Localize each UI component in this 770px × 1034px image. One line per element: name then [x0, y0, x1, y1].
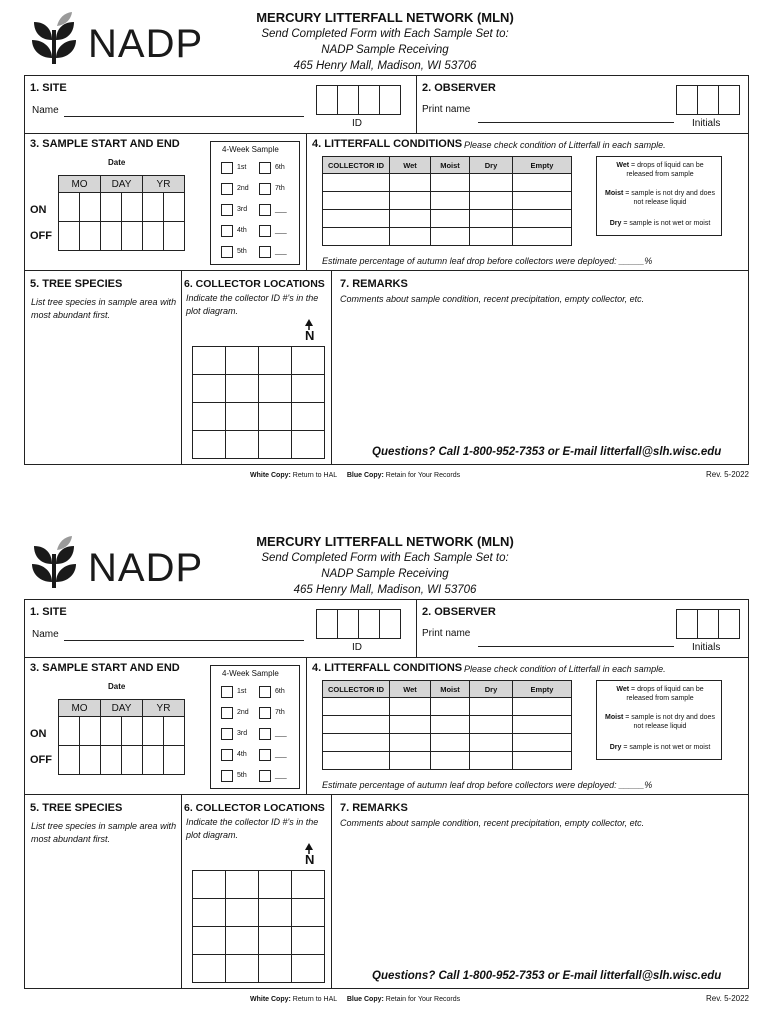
week-1-label: 1st	[237, 164, 247, 171]
week-2-checkbox[interactable]	[221, 183, 233, 195]
remarks-label: 7. REMARKS	[340, 278, 408, 290]
nadp-leaf-logo-icon	[30, 534, 78, 590]
send-instruction: Send Completed Form with Each Sample Set to:	[261, 28, 509, 40]
col-dry: Dry	[470, 157, 513, 174]
revision-label: Rev. 5-2022	[706, 470, 749, 479]
address-line: 465 Henry Mall, Madison, WI 53706	[293, 584, 477, 596]
copy-instructions: White Copy: Return to HAL Blue Copy: Retain for Your Records	[250, 472, 461, 479]
week-5-label: 5th	[237, 772, 247, 779]
week-4-label: 4th	[237, 751, 247, 758]
initials-boxes[interactable]	[676, 609, 740, 639]
species-instruction: List tree species in sample area with most abundant first.	[31, 821, 177, 844]
on-label: ON	[30, 728, 47, 740]
site-name-label: Name	[32, 629, 59, 640]
week-6-checkbox[interactable]	[259, 686, 271, 698]
off-label: OFF	[30, 230, 52, 242]
logo-text: NADP	[88, 546, 204, 590]
site-id-boxes[interactable]	[316, 609, 401, 639]
site-name-label: Name	[32, 105, 59, 116]
locations-label: 6. COLLECTOR LOCATIONS	[184, 278, 325, 290]
week-6-label: 6th	[275, 688, 285, 695]
questions-contact: Questions? Call 1-800-952-7353 or E-mail litterfall@slh.wisc.edu	[372, 446, 722, 458]
four-week-label: 4-Week Sample	[222, 669, 279, 678]
site-label: 1. SITE	[30, 82, 67, 94]
week-1-checkbox[interactable]	[221, 686, 233, 698]
col-dry: Dry	[470, 681, 513, 698]
week-2-checkbox[interactable]	[221, 707, 233, 719]
initials-label: Initials	[692, 642, 721, 653]
receiving-line: NADP Sample Receiving	[321, 44, 449, 56]
four-week-label: 4-Week Sample	[222, 145, 279, 154]
litterfall-table[interactable]	[322, 680, 572, 770]
week-extra-3-checkbox[interactable]	[259, 770, 271, 782]
week-6-checkbox[interactable]	[259, 162, 271, 174]
week-7-label: 7th	[275, 709, 285, 716]
week-extra-2-label: ___	[275, 751, 287, 758]
date-table[interactable]	[58, 699, 185, 775]
remarks-entry-area[interactable]	[336, 834, 744, 966]
col-collector-id: COLLECTOR ID	[323, 681, 390, 698]
week-1-checkbox[interactable]	[221, 162, 233, 174]
north-label: N	[305, 328, 315, 343]
col-wet: Wet	[390, 157, 431, 174]
week-5-checkbox[interactable]	[221, 246, 233, 258]
nadp-leaf-logo-icon	[30, 10, 78, 66]
mln-form-copy-2	[0, 524, 770, 1034]
col-yr: YR	[143, 700, 185, 717]
remarks-instruction: Comments about sample condition, recent precipitation, empty collector, etc.	[340, 294, 645, 304]
form-title: MERCURY LITTERFALL NETWORK (MLN)	[256, 10, 514, 25]
col-collector-id: COLLECTOR ID	[323, 157, 390, 174]
week-extra-2-label: ___	[275, 227, 287, 234]
week-extra-2-checkbox[interactable]	[259, 225, 271, 237]
remarks-label: 7. REMARKS	[340, 802, 408, 814]
litterfall-instruction: Please check condition of Litterfall in each sample.	[464, 664, 666, 674]
date-label: Date	[108, 158, 126, 167]
print-name-label: Print name	[422, 628, 471, 639]
locations-instruction: Indicate the collector ID #'s in the plot diagram.	[186, 293, 319, 316]
col-day: DAY	[101, 176, 143, 193]
species-entry-area[interactable]	[26, 854, 178, 986]
legend-wet: Wet = drops of liquid can be released from sample	[616, 686, 704, 702]
week-extra-3-label: ___	[275, 772, 287, 779]
week-2-label: 2nd	[237, 709, 249, 716]
print-name-field[interactable]	[478, 122, 674, 123]
col-moist: Moist	[431, 157, 470, 174]
week-3-checkbox[interactable]	[221, 204, 233, 216]
north-label: N	[305, 852, 315, 867]
week-extra-1-label: ___	[275, 730, 287, 737]
litterfall-instruction: Please check condition of Litterfall in each sample.	[464, 140, 666, 150]
logo-text: NADP	[88, 22, 204, 66]
sample-label: 3. SAMPLE START AND END	[30, 138, 180, 150]
remarks-entry-area[interactable]	[336, 310, 744, 442]
week-extra-3-label: ___	[275, 248, 287, 255]
revision-label: Rev. 5-2022	[706, 994, 749, 1003]
species-entry-area[interactable]	[26, 330, 178, 462]
col-empty: Empty	[513, 681, 572, 698]
week-5-label: 5th	[237, 248, 247, 255]
week-extra-3-checkbox[interactable]	[259, 246, 271, 258]
mln-form-copy-1	[0, 0, 770, 510]
week-5-checkbox[interactable]	[221, 770, 233, 782]
locations-label: 6. COLLECTOR LOCATIONS	[184, 802, 325, 814]
week-1-label: 1st	[237, 688, 247, 695]
locations-instruction: Indicate the collector ID #'s in the plot diagram.	[186, 817, 319, 840]
questions-contact: Questions? Call 1-800-952-7353 or E-mail litterfall@slh.wisc.edu	[372, 970, 722, 982]
site-id-label: ID	[352, 118, 362, 129]
observer-label: 2. OBSERVER	[422, 606, 496, 618]
week-4-checkbox[interactable]	[221, 749, 233, 761]
legend-dry: Dry = sample is not wet or moist	[609, 220, 711, 227]
site-label: 1. SITE	[30, 606, 67, 618]
litterfall-label: 4. LITTERFALL CONDITIONS	[312, 138, 463, 150]
initials-label: Initials	[692, 118, 721, 129]
week-4-checkbox[interactable]	[221, 225, 233, 237]
print-name-field[interactable]	[478, 646, 674, 647]
week-2-label: 2nd	[237, 185, 249, 192]
plot-diagram-grid[interactable]	[192, 870, 325, 983]
col-mo: MO	[59, 176, 101, 193]
remarks-instruction: Comments about sample condition, recent precipitation, empty collector, etc.	[340, 818, 645, 828]
week-extra-1-label: ___	[275, 206, 287, 213]
col-day: DAY	[101, 700, 143, 717]
col-moist: Moist	[431, 681, 470, 698]
col-wet: Wet	[390, 681, 431, 698]
date-label: Date	[108, 682, 126, 691]
week-4-label: 4th	[237, 227, 247, 234]
litterfall-table[interactable]	[322, 156, 572, 246]
week-3-label: 3rd	[237, 730, 248, 737]
legend-moist: Moist = sample is not dry and does not release liquid	[605, 190, 715, 206]
legend-dry: Dry = sample is not wet or moist	[609, 744, 711, 751]
date-table[interactable]	[58, 175, 185, 251]
print-name-label: Print name	[422, 104, 471, 115]
observer-label: 2. OBSERVER	[422, 82, 496, 94]
plot-diagram-grid[interactable]	[192, 346, 325, 459]
site-name-field[interactable]	[64, 640, 304, 641]
week-extra-1-checkbox[interactable]	[259, 728, 271, 740]
form-title: MERCURY LITTERFALL NETWORK (MLN)	[256, 534, 514, 549]
off-label: OFF	[30, 754, 52, 766]
address-line: 465 Henry Mall, Madison, WI 53706	[293, 60, 477, 72]
col-yr: YR	[143, 176, 185, 193]
copy-instructions: White Copy: Return to HAL Blue Copy: Retain for Your Records	[250, 996, 461, 1003]
week-7-checkbox[interactable]	[259, 707, 271, 719]
week-extra-2-checkbox[interactable]	[259, 749, 271, 761]
week-7-label: 7th	[275, 185, 285, 192]
site-name-field[interactable]	[64, 116, 304, 117]
estimate-line[interactable]: Estimate percentage of autumn leaf drop before collectors were deployed: _____%	[322, 256, 653, 266]
estimate-line[interactable]: Estimate percentage of autumn leaf drop before collectors were deployed: _____%	[322, 780, 653, 790]
species-label: 5. TREE SPECIES	[30, 278, 123, 290]
week-3-checkbox[interactable]	[221, 728, 233, 740]
receiving-line: NADP Sample Receiving	[321, 568, 449, 580]
on-label: ON	[30, 204, 47, 216]
species-instruction: List tree species in sample area with most abundant first.	[31, 297, 177, 320]
send-instruction: Send Completed Form with Each Sample Set to:	[261, 552, 509, 564]
week-extra-1-checkbox[interactable]	[259, 204, 271, 216]
col-empty: Empty	[513, 157, 572, 174]
species-label: 5. TREE SPECIES	[30, 802, 123, 814]
site-id-boxes[interactable]	[316, 85, 401, 115]
legend-moist: Moist = sample is not dry and does not release liquid	[605, 714, 715, 730]
litterfall-label: 4. LITTERFALL CONDITIONS	[312, 662, 463, 674]
week-3-label: 3rd	[237, 206, 248, 213]
site-id-label: ID	[352, 642, 362, 653]
sample-label: 3. SAMPLE START AND END	[30, 662, 180, 674]
legend-wet: Wet = drops of liquid can be released from sample	[616, 162, 704, 178]
week-6-label: 6th	[275, 164, 285, 171]
col-mo: MO	[59, 700, 101, 717]
initials-boxes[interactable]	[676, 85, 740, 115]
week-7-checkbox[interactable]	[259, 183, 271, 195]
